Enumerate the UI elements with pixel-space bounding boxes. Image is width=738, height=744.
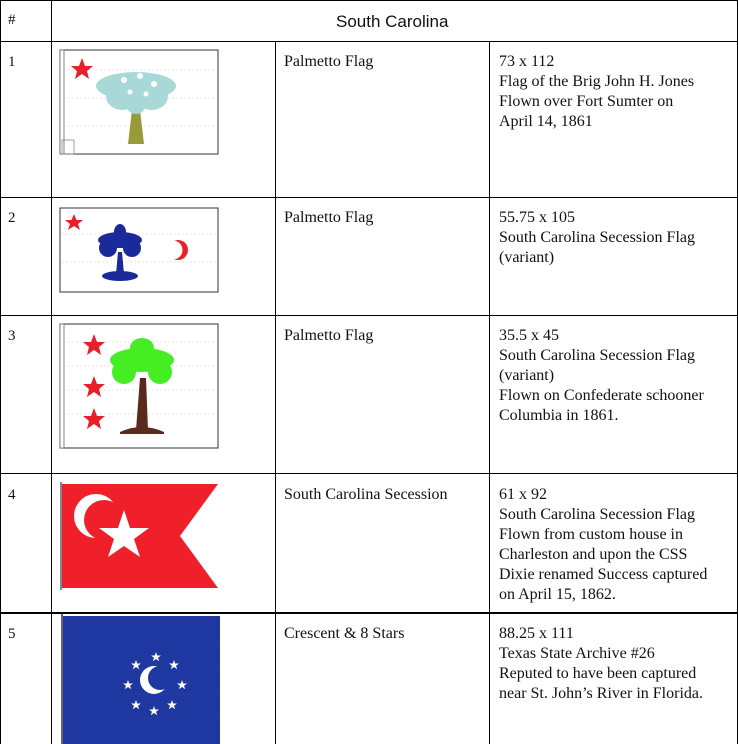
flag-detail-line: 73 x 112 <box>499 53 555 70</box>
flag-details <box>499 52 694 132</box>
flag-details <box>499 326 704 426</box>
palmetto-red-star-flag-icon <box>58 48 220 156</box>
flag-detail-line: (variant) <box>499 367 555 384</box>
flag-detail-line: 61 x 92 <box>499 486 547 503</box>
flag-details <box>499 624 703 704</box>
table-border-top <box>0 0 738 1</box>
flag-detail-line: (variant) <box>499 249 555 266</box>
row-number: 4 <box>8 487 16 503</box>
row-divider <box>0 197 738 198</box>
column-divider <box>275 41 276 744</box>
flag-detail-line: 55.75 x 105 <box>499 209 575 226</box>
column-divider <box>489 41 490 744</box>
flag-detail-line: on April 15, 1862. <box>499 586 616 603</box>
header-divider <box>0 41 738 42</box>
flag-detail-line: Flag of the Brig John H. Jones <box>499 73 695 90</box>
row-divider <box>0 473 738 474</box>
flag-detail-line: 88.25 x 111 <box>499 625 574 642</box>
row-number: 1 <box>8 54 16 70</box>
flag-name: Palmetto Flag <box>284 209 374 226</box>
flag-detail-line: Flown from custom house in <box>499 526 683 543</box>
flag-detail-line: Texas State Archive #26 <box>499 645 655 662</box>
flag-detail-line: Dixie renamed Success captured <box>499 566 708 583</box>
flag-detail-line: Charleston and upon the CSS <box>499 546 688 563</box>
flag-detail-line: Columbia in 1861. <box>499 407 619 424</box>
row-divider <box>0 315 738 316</box>
flag-name: Palmetto Flag <box>284 53 374 70</box>
flag-details <box>499 208 695 268</box>
flag-detail-line: Reputed to have been captured <box>499 665 697 682</box>
flag-detail-line: April 14, 1861 <box>499 113 593 130</box>
flag-details <box>499 485 707 605</box>
number-column-header: # <box>8 12 16 28</box>
flag-name: South Carolina Secession <box>284 486 448 503</box>
red-swallowtail-crescent-star-flag-icon <box>58 482 220 590</box>
flag-detail-line: 35.5 x 45 <box>499 327 559 344</box>
flag-name: Crescent & 8 Stars <box>284 625 405 642</box>
row-number: 2 <box>8 210 16 226</box>
palmetto-three-stars-flag-icon <box>58 322 220 452</box>
state-title: South Carolina <box>336 12 449 31</box>
row-number: 5 <box>8 626 16 642</box>
flag-detail-line: Flown on Confederate schooner <box>499 387 704 404</box>
flag-detail-line: near St. John’s River in Florida. <box>499 685 703 702</box>
table-border-left <box>0 0 1 744</box>
flag-detail-line: South Carolina Secession Flag <box>499 506 695 523</box>
flag-detail-line: Flown over Fort Sumter on <box>499 93 674 110</box>
flag-detail-line: South Carolina Secession Flag <box>499 347 695 364</box>
flag-name: Palmetto Flag <box>284 327 374 344</box>
row-number: 3 <box>8 328 16 344</box>
blue-crescent-eight-stars-flag-icon <box>58 614 222 744</box>
column-divider <box>51 0 52 744</box>
palmetto-star-crescent-flag-icon <box>58 206 220 294</box>
flag-detail-line: South Carolina Secession Flag <box>499 229 695 246</box>
